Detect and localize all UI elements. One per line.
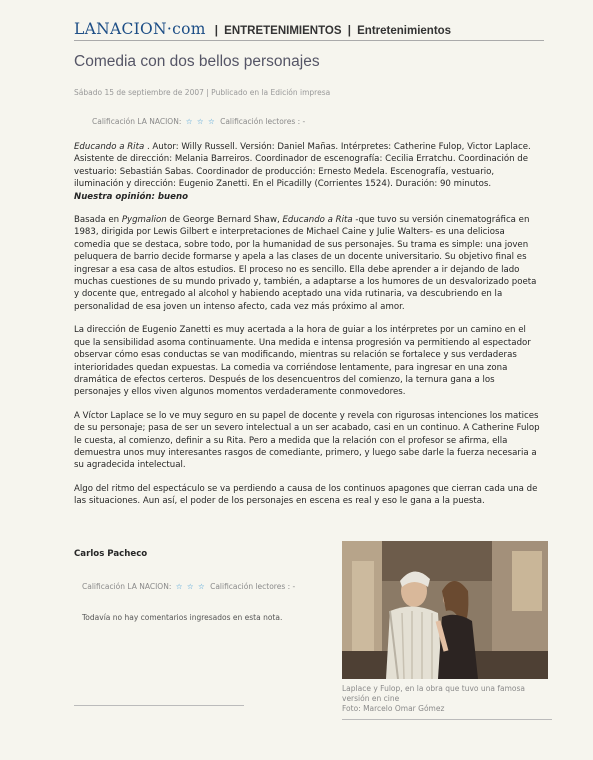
credits-paragraph: [74, 141, 544, 203]
rating-bar: [92, 117, 305, 126]
credits-text: . Autor: Willy Russell. Versión: Daniel Mañas. Intérpretes: Catherine Fulop, Victor Laplace. Asistente de dirección: Melania Barreiros. Coordinador de escenografía: Cecilia Erratchu. Coordinación de vestuario: Sebastián Sabas. Coordinador de producción: Ernesto Medela. Escenografía, vestuario, iluminación y dirección: Eugenio Zanetti. En el Picadilly (Corrientes 1524). Duración: 90 minutos.: [74, 142, 531, 190]
no-comments-message: Todavía no hay comentarios ingresados en esta nota.: [82, 613, 283, 622]
p1-text-a: Basada en: [74, 215, 122, 226]
star-rating-icon[interactable]: ☆ ☆ ☆: [185, 117, 216, 126]
header-divider: [74, 40, 544, 41]
paragraph-4: Algo del ritmo del espectáculo se va perdiendo a causa de los continuos apagones que cierran cada una de las situaciones. Aun así, el poder de los personajes en escena es real y eso le gana a la puesta.: [74, 483, 538, 507]
photo-caption-block: [342, 684, 554, 714]
article-title: Comedia con dos bellos personajes: [74, 53, 320, 70]
breadcrumb: [212, 25, 451, 37]
photo-credit: Foto: Marcelo Omar Gómez: [342, 704, 445, 713]
section-link[interactable]: ENTRETENIMIENTOS: [224, 25, 342, 37]
breadcrumb-separator: |: [347, 25, 351, 37]
p1-play-title: Educando a Rita: [282, 215, 353, 226]
site-logo[interactable]: LANACION·com: [74, 20, 206, 38]
readers-rating-link[interactable]: Calificación lectores : -: [220, 117, 306, 126]
footer-divider: [342, 719, 552, 720]
p1-source-title: Pygmalion: [121, 215, 167, 226]
site-header: [74, 20, 451, 38]
breadcrumb-separator: |: [214, 25, 218, 37]
subsection-link[interactable]: Entretenimientos: [357, 25, 452, 37]
opinion: Nuestra opinión: bueno: [74, 191, 189, 202]
footer-divider: [74, 705, 244, 706]
p1-text-c: de George Bernard Shaw,: [166, 215, 283, 226]
paragraph-2: La dirección de Eugenio Zanetti es muy acertada a la hora de guiar a los intérpretes por un camino en el que la sensibilidad asoma continuamente. Una medida e intensa progresión va permitiendo al espectador observar cómo esas conductas se van modificando, mientras su relación se fortalece y sus verdaderas interioridades quedan expuestas. La comedia va corriéndose lentamente, para ingresar en una zona dramática de efectos certeros. Después de los desencuentros del comienzo, la ternura gana a los personajes y ellos viven algunos momentos verdaderamente conmovedores.: [74, 325, 531, 398]
star-rating-icon[interactable]: ☆ ☆ ☆: [175, 582, 206, 591]
readers-rating-link[interactable]: Calificación lectores : -: [210, 582, 296, 591]
rating-label: Calificación LA NACION:: [82, 582, 172, 591]
article-meta: Sábado 15 de septiembre de 2007 | Publicado en la Edición impresa: [74, 88, 331, 97]
rating-label: Calificación LA NACION:: [92, 117, 182, 126]
rating-bar-bottom: [82, 582, 295, 591]
article-body: [74, 141, 544, 519]
paragraph-3: A Víctor Laplace se lo ve muy seguro en su papel de docente y revela con rigurosas intenciones los matices de su personaje; pasa de ser un severo intelectual a un ser acabado, casi en un continuo. A Catherine Fulop le cuesta, al comienzo, definir a su Rita. Pero a medida que la relación con el profesor se afirma, ella demuestra unos muy interesantes rasgos de comediante, primero, y luego sabe darle la fuerza necesaria a su agradecida intelectual.: [74, 410, 540, 471]
article-photo[interactable]: [342, 541, 548, 679]
p1-text-e: -que tuvo su versión cinematográfica en 1983, dirigida por Lewis Gilbert e interpretaciones de Michael Caine y Julie Walters- es una deliciosa comedia que se destaca, sobre todo, por la humanidad de sus personajes. Su trama es simple: una joven peluquera de barrio decide formarse y apela a las clases de un docente universitario. Su objetivo final es ingresar a esa casa de altos estudios. El proceso no es sencillo. Ella debe aprender a ir dejando de lado muchas cuestiones de su mundo privado y, también, a adaptarse a los humores de un desvalorizado poeta y docente que, entregado al alcohol y habiendo aceptado una vida rutinaria, va descubriendo en la personalidad de esa joven un intenso afecto, cada vez más próximo al amor.: [74, 215, 537, 312]
author-name: Carlos Pacheco: [74, 549, 148, 559]
play-title: Educando a Rita: [74, 142, 145, 152]
paragraph-1: [74, 214, 544, 313]
photo-caption: Laplace y Fulop, en la obra que tuvo una famosa versión en cine: [342, 684, 525, 703]
photo-illustration: [342, 541, 548, 679]
